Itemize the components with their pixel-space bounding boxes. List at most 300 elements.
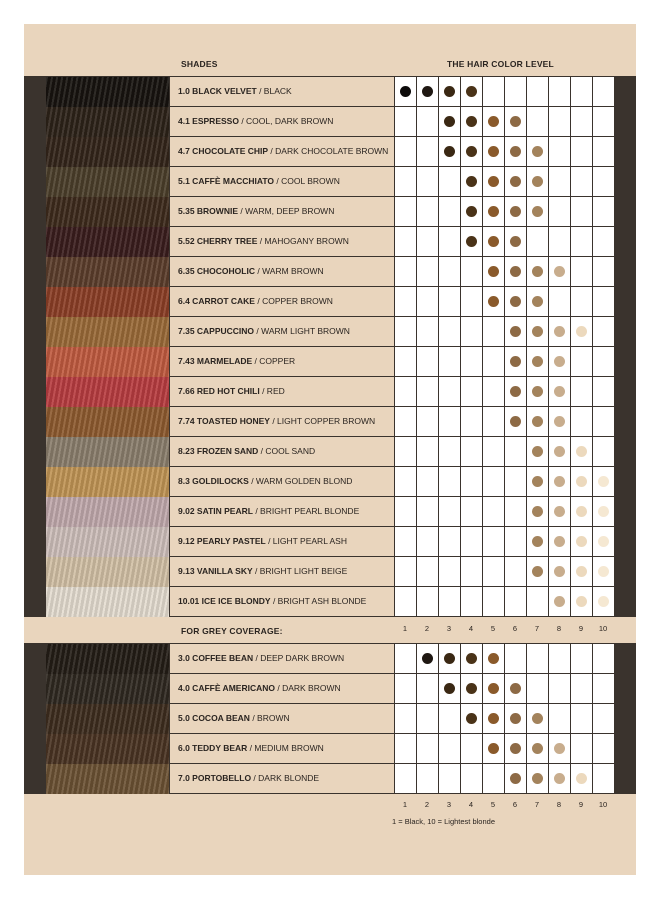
level-dot	[422, 86, 433, 97]
level-number: 1	[402, 800, 408, 809]
level-dot	[444, 86, 455, 97]
level-dot	[598, 536, 609, 547]
grid-line	[438, 167, 439, 197]
grey-coverage-header: FOR GREY COVERAGE:	[181, 626, 283, 636]
shade-row	[24, 197, 636, 227]
level-grid	[395, 674, 614, 703]
grid-line	[570, 227, 571, 257]
shades-table	[24, 76, 636, 617]
shade-description: / MAHOGANY BROWN	[257, 236, 349, 246]
level-dot	[532, 743, 543, 754]
hair-swatch	[46, 467, 169, 497]
grid-line	[504, 764, 505, 794]
shade-row	[24, 587, 636, 617]
grid-line	[438, 557, 439, 587]
shade-name	[170, 527, 394, 556]
level-dot	[532, 713, 543, 724]
grid-line	[438, 674, 439, 704]
grid-line	[460, 674, 461, 704]
shade-row	[24, 557, 636, 587]
grid-line	[526, 287, 527, 317]
level-number: 5	[490, 800, 496, 809]
level-grid	[395, 644, 614, 673]
grid-line	[504, 734, 505, 764]
shade-row	[24, 497, 636, 527]
grid-line	[592, 644, 593, 674]
level-dot	[466, 146, 477, 157]
level-dot	[510, 176, 521, 187]
grid-line	[482, 674, 483, 704]
shade-name	[170, 257, 394, 286]
level-dot	[510, 713, 521, 724]
grid-line	[460, 407, 461, 437]
grid-line	[526, 167, 527, 197]
level-grid	[395, 77, 614, 106]
grid-line	[416, 167, 417, 197]
grid-line	[438, 257, 439, 287]
level-dot	[598, 566, 609, 577]
level-dot	[510, 146, 521, 157]
grid-line	[416, 527, 417, 557]
grid-line	[570, 407, 571, 437]
grid-line	[548, 407, 549, 437]
shade-row	[24, 704, 636, 734]
grid-line	[416, 287, 417, 317]
level-number: 7	[534, 624, 540, 633]
grid-line	[592, 467, 593, 497]
grid-line	[592, 257, 593, 287]
grid-line	[548, 764, 549, 794]
level-dot	[598, 506, 609, 517]
grid-line	[592, 497, 593, 527]
level-dot	[532, 446, 543, 457]
shade-row	[24, 734, 636, 764]
grid-line	[526, 227, 527, 257]
level-dot	[444, 146, 455, 157]
level-dot	[466, 713, 477, 724]
shade-code: 1.0 BLACK VELVET	[178, 86, 257, 96]
shade-description: / COPPER	[252, 356, 296, 366]
shade-description: / BLACK	[256, 86, 292, 96]
level-dot	[532, 536, 543, 547]
grid-line	[548, 437, 549, 467]
shade-description: / WARM LIGHT BROWN	[254, 326, 350, 336]
grid-line	[504, 527, 505, 557]
level-dot	[598, 476, 609, 487]
level-grid	[395, 347, 614, 376]
hair-swatch	[46, 557, 169, 587]
shade-name	[170, 347, 394, 376]
level-dot	[400, 86, 411, 97]
grid-line	[592, 227, 593, 257]
grid-line	[526, 734, 527, 764]
level-dot	[510, 326, 521, 337]
grid-line	[482, 347, 483, 377]
shade-code: 4.1 ESPRESSO	[178, 116, 239, 126]
shade-row	[24, 167, 636, 197]
hair-swatch	[46, 704, 169, 734]
shade-description: / LIGHT PEARL ASH	[265, 536, 347, 546]
shade-row	[24, 77, 636, 107]
grid-line	[504, 287, 505, 317]
grid-line	[438, 497, 439, 527]
shade-name	[170, 137, 394, 166]
grid-line	[504, 437, 505, 467]
grid-line	[438, 467, 439, 497]
shade-row	[24, 527, 636, 557]
hair-swatch	[46, 497, 169, 527]
grid-line	[416, 317, 417, 347]
grid-line	[570, 137, 571, 167]
shade-description: / WARM GOLDEN BLOND	[248, 476, 353, 486]
shade-name	[170, 734, 394, 763]
grid-line	[570, 167, 571, 197]
shade-code: 6.4 CARROT CAKE	[178, 296, 255, 306]
level-grid	[395, 587, 614, 616]
grid-line	[548, 347, 549, 377]
level-dot	[576, 536, 587, 547]
shade-description: / BRIGHT ASH BLONDE	[270, 596, 367, 606]
shade-name	[170, 557, 394, 586]
grid-line	[526, 557, 527, 587]
shade-row	[24, 437, 636, 467]
level-number: 3	[446, 624, 452, 633]
shade-description: / MEDIUM BROWN	[247, 743, 324, 753]
grid-line	[416, 377, 417, 407]
grid-line	[416, 467, 417, 497]
level-number: 8	[556, 800, 562, 809]
level-dot	[510, 236, 521, 247]
grid-line	[416, 437, 417, 467]
hair-swatch	[46, 227, 169, 257]
level-grid	[395, 167, 614, 196]
grid-line	[416, 587, 417, 617]
shade-name	[170, 644, 394, 673]
grid-line	[438, 197, 439, 227]
grid-line	[548, 734, 549, 764]
level-header: THE HAIR COLOR LEVEL	[447, 59, 554, 69]
grid-line	[526, 587, 527, 617]
level-dot	[510, 416, 521, 427]
level-dot	[554, 566, 565, 577]
grid-line	[504, 377, 505, 407]
shade-row	[24, 347, 636, 377]
shade-code: 5.1 CAFFÈ MACCHIATO	[178, 176, 275, 186]
shade-code: 7.74 TOASTED HONEY	[178, 416, 270, 426]
grid-line	[548, 257, 549, 287]
grid-line	[526, 347, 527, 377]
shade-name	[170, 197, 394, 226]
grey-coverage-table	[24, 643, 636, 794]
grid-line	[482, 644, 483, 674]
grid-line	[416, 347, 417, 377]
shade-row	[24, 467, 636, 497]
level-grid	[395, 287, 614, 316]
level-dot	[510, 356, 521, 367]
grid-line	[416, 137, 417, 167]
level-dot	[466, 176, 477, 187]
grid-line	[482, 167, 483, 197]
grid-line	[526, 407, 527, 437]
level-dot	[532, 506, 543, 517]
shade-name	[170, 587, 394, 616]
shade-description: / BRIGHT LIGHT BEIGE	[252, 566, 348, 576]
level-dot	[532, 146, 543, 157]
shade-description: / WARM, DEEP BROWN	[238, 206, 335, 216]
shade-description: / COOL SAND	[258, 446, 316, 456]
grid-line	[460, 644, 461, 674]
shade-chart	[24, 24, 636, 875]
grid-line	[482, 407, 483, 437]
shade-description: / COOL BROWN	[274, 176, 340, 186]
hair-swatch	[46, 734, 169, 764]
level-number: 10	[598, 624, 608, 633]
grid-line	[482, 764, 483, 794]
grid-line	[438, 587, 439, 617]
grid-line	[570, 764, 571, 794]
shade-code: 9.02 SATIN PEARL	[178, 506, 253, 516]
grid-line	[526, 257, 527, 287]
grid-line	[592, 674, 593, 704]
grid-line	[504, 257, 505, 287]
grid-line	[548, 557, 549, 587]
grid-line	[504, 107, 505, 137]
level-grid	[395, 377, 614, 406]
hair-swatch	[46, 377, 169, 407]
level-dot	[554, 773, 565, 784]
grid-line	[548, 527, 549, 557]
grid-line	[504, 227, 505, 257]
grid-line	[592, 107, 593, 137]
grid-line	[548, 497, 549, 527]
grid-line	[438, 287, 439, 317]
grid-line	[460, 347, 461, 377]
level-dot	[576, 773, 587, 784]
level-dot	[488, 296, 499, 307]
grid-line	[526, 704, 527, 734]
level-grid	[395, 107, 614, 136]
level-dot	[510, 683, 521, 694]
level-dot	[510, 206, 521, 217]
grid-line	[570, 704, 571, 734]
level-dot	[510, 743, 521, 754]
grid-line	[416, 734, 417, 764]
grid-line	[592, 587, 593, 617]
shade-code: 7.43 MARMELADE	[178, 356, 253, 366]
grid-line	[482, 77, 483, 107]
shade-row	[24, 227, 636, 257]
grid-line	[460, 227, 461, 257]
grid-line	[416, 107, 417, 137]
hair-swatch	[46, 764, 169, 794]
grid-line	[482, 197, 483, 227]
hair-swatch	[46, 407, 169, 437]
grid-line	[570, 197, 571, 227]
shade-row	[24, 644, 636, 674]
shade-description: / LIGHT COPPER BROWN	[269, 416, 376, 426]
shade-row	[24, 674, 636, 704]
grid-line	[570, 527, 571, 557]
grid-line	[460, 167, 461, 197]
level-dot	[576, 326, 587, 337]
level-dot	[510, 296, 521, 307]
shade-name	[170, 467, 394, 496]
shade-name	[170, 377, 394, 406]
hair-swatch	[46, 437, 169, 467]
grid-line	[548, 197, 549, 227]
shade-name	[170, 497, 394, 526]
shade-code: 4.0 CAFFÈ AMERICANO	[178, 683, 275, 693]
shade-name	[170, 674, 394, 703]
level-dot	[444, 653, 455, 664]
grid-line	[570, 437, 571, 467]
grid-line	[548, 674, 549, 704]
grid-line	[570, 674, 571, 704]
grid-line	[482, 137, 483, 167]
shade-row	[24, 137, 636, 167]
shade-name	[170, 227, 394, 256]
shade-row	[24, 257, 636, 287]
grid-line	[460, 287, 461, 317]
grid-line	[570, 467, 571, 497]
level-dot	[510, 266, 521, 277]
level-number: 5	[490, 624, 496, 633]
level-dot	[532, 296, 543, 307]
grid-line	[482, 467, 483, 497]
grid-line	[438, 107, 439, 137]
level-dot	[532, 566, 543, 577]
grid-line	[504, 674, 505, 704]
grid-line	[570, 107, 571, 137]
grid-line	[438, 407, 439, 437]
grid-line	[416, 557, 417, 587]
level-grid	[395, 704, 614, 733]
grid-line	[592, 377, 593, 407]
shade-description: / WARM BROWN	[255, 266, 324, 276]
shade-code: 6.0 TEDDY BEAR	[178, 743, 248, 753]
grid-line	[548, 704, 549, 734]
shade-row	[24, 287, 636, 317]
level-dot	[554, 536, 565, 547]
level-number: 8	[556, 624, 562, 633]
grid-line	[416, 644, 417, 674]
shade-name	[170, 167, 394, 196]
grid-line	[526, 377, 527, 407]
grid-line	[438, 734, 439, 764]
grid-line	[592, 764, 593, 794]
shade-description: / BRIGHT PEARL BLONDE	[252, 506, 360, 516]
hair-swatch	[46, 197, 169, 227]
level-number: 6	[512, 624, 518, 633]
shade-description: / DARK BLONDE	[251, 773, 320, 783]
grid-line	[570, 347, 571, 377]
level-dot	[576, 596, 587, 607]
grid-line	[548, 587, 549, 617]
grid-line	[592, 137, 593, 167]
grid-line	[592, 437, 593, 467]
grid-line	[504, 407, 505, 437]
shade-name	[170, 107, 394, 136]
level-dot	[488, 743, 499, 754]
hair-swatch	[46, 167, 169, 197]
level-number: 9	[578, 800, 584, 809]
grid-line	[570, 317, 571, 347]
grid-line	[592, 407, 593, 437]
shade-code: 5.0 COCOA BEAN	[178, 713, 250, 723]
level-grid	[395, 734, 614, 763]
level-dot	[466, 86, 477, 97]
grid-line	[526, 497, 527, 527]
shade-description: / DEEP DARK BROWN	[253, 653, 345, 663]
grid-line	[526, 77, 527, 107]
grid-line	[570, 587, 571, 617]
shade-code: 5.35 BROWNIE	[178, 206, 238, 216]
level-dot	[488, 206, 499, 217]
grid-line	[460, 257, 461, 287]
level-dot	[488, 653, 499, 664]
grid-line	[460, 437, 461, 467]
grid-line	[416, 764, 417, 794]
level-dot	[532, 356, 543, 367]
grid-line	[570, 497, 571, 527]
grid-line	[438, 377, 439, 407]
grid-line	[526, 197, 527, 227]
level-dot	[488, 683, 499, 694]
grid-line	[592, 704, 593, 734]
grid-line	[438, 347, 439, 377]
grid-line	[592, 527, 593, 557]
grid-line	[438, 704, 439, 734]
grid-line	[526, 437, 527, 467]
level-grid	[395, 467, 614, 496]
grid-line	[504, 467, 505, 497]
grid-line	[482, 437, 483, 467]
shade-row	[24, 317, 636, 347]
grid-line	[460, 197, 461, 227]
grid-line	[416, 77, 417, 107]
grid-line	[416, 197, 417, 227]
grid-line	[504, 137, 505, 167]
shade-name	[170, 317, 394, 346]
grid-line	[504, 644, 505, 674]
shade-row	[24, 377, 636, 407]
shade-name	[170, 437, 394, 466]
shade-description: / COOL, DARK BROWN	[238, 116, 334, 126]
grid-line	[570, 77, 571, 107]
shade-code: 8.23 FROZEN SAND	[178, 446, 259, 456]
grid-line	[548, 287, 549, 317]
level-dot	[532, 206, 543, 217]
level-number: 7	[534, 800, 540, 809]
shade-name	[170, 287, 394, 316]
shade-code: 9.12 PEARLY PASTEL	[178, 536, 266, 546]
level-number: 2	[424, 624, 430, 633]
grid-line	[548, 77, 549, 107]
level-dot	[488, 266, 499, 277]
grid-line	[526, 644, 527, 674]
grid-line	[526, 137, 527, 167]
shade-name	[170, 704, 394, 733]
grid-line	[592, 77, 593, 107]
level-dot	[510, 386, 521, 397]
shade-name	[170, 77, 394, 106]
grid-line	[460, 704, 461, 734]
level-dot	[466, 653, 477, 664]
hair-swatch	[46, 644, 169, 674]
shade-description: / RED	[259, 386, 285, 396]
grid-line	[460, 107, 461, 137]
hair-swatch	[46, 527, 169, 557]
